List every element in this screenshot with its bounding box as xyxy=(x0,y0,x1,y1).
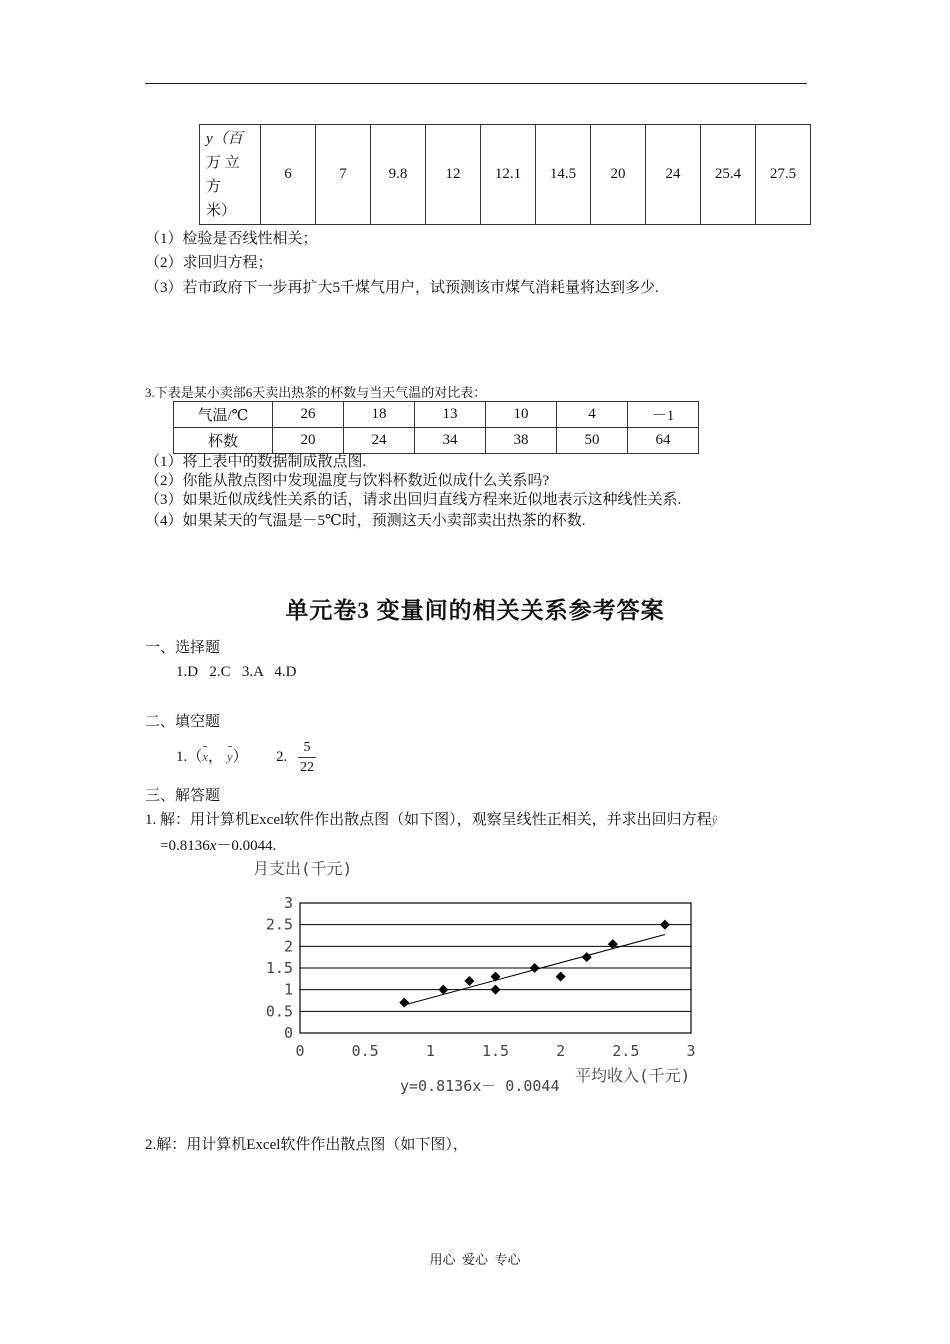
q2-item-1: （1）检验是否线性相关； xyxy=(145,231,318,247)
header-rule xyxy=(145,83,807,84)
solution-1-text: 1. 解：用计算机Excel软件作出散点图（如下图），观察呈线性正相关，并求出回归方程 xyxy=(145,812,712,828)
chart-x-tick-label: 2 xyxy=(556,1042,566,1060)
table-cell: 6 xyxy=(261,125,316,225)
table-cell: 27.5 xyxy=(756,125,811,225)
x-bar-symbol: x xyxy=(202,745,208,769)
table-cell: 25.4 xyxy=(701,125,756,225)
section-heading-fill: 二、填空题 xyxy=(145,714,221,730)
fill1-sep: ， xyxy=(208,749,224,765)
fraction-numerator: 5 xyxy=(303,740,311,755)
table-cell: 12 xyxy=(426,125,481,225)
chart-x-tick-label: 0.5 xyxy=(351,1042,379,1060)
section-heading-solve: 三、解答题 xyxy=(145,788,221,804)
chart-y-tick-label: 0.5 xyxy=(265,1002,293,1021)
table-cell: 12.1 xyxy=(481,125,536,225)
chart-points xyxy=(399,920,670,1008)
chart-y-tick-label: 3 xyxy=(283,894,293,912)
table-cell: －1 xyxy=(628,402,699,428)
page-footer: 用心 爱心 专心 xyxy=(429,1252,521,1267)
equation-part-b: －0.0044. xyxy=(216,838,277,854)
q3-item-2: （2）你能从散点图中发现温度与饮料杯数近似成什么关系吗? xyxy=(145,473,550,489)
data-table-y xyxy=(199,124,811,225)
table-cell: 34 xyxy=(415,428,486,454)
table-cell: 14.5 xyxy=(536,125,591,225)
fraction-5-22 xyxy=(298,738,316,777)
fill2-prefix: 2. xyxy=(276,749,288,765)
chart-point xyxy=(582,952,592,962)
chart-x-tick-label: 1.5 xyxy=(481,1042,510,1060)
table-cell: 38 xyxy=(486,428,557,454)
chart-point xyxy=(556,972,566,982)
chart-gridlines xyxy=(300,903,691,1033)
chart-equation-label: y=0.8136x－ 0.0044 xyxy=(400,1077,560,1095)
q2-item-3: （3）若市政府下一步再扩大5千煤气用户，试预测该市煤气消耗量将达到多少. xyxy=(145,280,659,296)
y-bar-symbol: y xyxy=(227,745,233,769)
table-header-line: 万 立 xyxy=(206,154,240,171)
table-cell: 9.8 xyxy=(371,125,426,225)
chart-point xyxy=(399,998,409,1008)
solution-1-line-1 xyxy=(145,808,717,832)
chart-x-tick-label: 2.5 xyxy=(612,1042,640,1060)
scatter-chart xyxy=(240,850,720,1100)
table-cell: 10 xyxy=(486,402,557,428)
chart-title: 月支出(千元) xyxy=(253,859,353,878)
fill-answer-1 xyxy=(176,745,248,769)
chart-y-tick-label: 1 xyxy=(283,980,293,999)
equation-part-a: =0.8136 xyxy=(160,838,210,854)
chart-x-tick-label: 1 xyxy=(425,1042,435,1060)
section-heading-choice: 一、选择题 xyxy=(145,640,221,656)
chart-point xyxy=(491,985,501,995)
table-cell: 26 xyxy=(273,402,344,428)
chart-point xyxy=(491,972,501,982)
y-hat-symbol: ŷ xyxy=(711,812,718,827)
table-cell: 7 xyxy=(316,125,371,225)
chart-point xyxy=(464,976,474,986)
chart-x-tick-label: 3 xyxy=(686,1042,696,1060)
chart-point xyxy=(660,920,670,930)
chart-y-tick-label: 0 xyxy=(283,1024,293,1042)
table-row xyxy=(174,402,699,428)
table-cell: 24 xyxy=(344,428,415,454)
q3-intro: 3.下表是某小卖部6天卖出热茶的杯数与当天气温的对比表： xyxy=(145,385,487,400)
q3-item-4: （4）如果某天的气温是－5℃时，预测这天小卖部卖出热茶的杯数. xyxy=(145,513,586,529)
equation-variable-x: x xyxy=(209,838,217,854)
chart-x-tick-label: 0 xyxy=(295,1042,305,1060)
table-header-line: 方 xyxy=(206,178,222,195)
table-cell: 18 xyxy=(344,402,415,428)
table-row-label: 气温/℃ xyxy=(174,402,273,428)
q2-item-2: （2）求回归方程； xyxy=(145,255,273,271)
q3-item-1: （1）将上表中的数据制成散点图. xyxy=(145,454,367,470)
table-row-label: 杯数 xyxy=(174,428,273,454)
table-cell: 20 xyxy=(591,125,646,225)
table-cell: 13 xyxy=(415,402,486,428)
table-cell: 24 xyxy=(646,125,701,225)
choice-answers: 1.D 2.C 3.A 4.D xyxy=(176,664,297,680)
data-table-temperature xyxy=(173,401,699,454)
table-cell: 4 xyxy=(557,402,628,428)
q3-item-3: （3）如果近似成线性关系的话，请求出回归直线方程来近似地表示这种线性关系. xyxy=(145,492,682,508)
chart-y-tick-label: 2.5 xyxy=(265,915,293,934)
solution-2-line: 2.解：用计算机Excel软件作出散点图（如下图）， xyxy=(145,1137,468,1153)
fill1-suffix: ） xyxy=(232,749,248,765)
fill1-prefix: 1.（ xyxy=(176,749,203,765)
fraction-denominator: 22 xyxy=(298,757,316,777)
chart-point xyxy=(530,963,540,973)
chart-x-ticks xyxy=(295,1042,695,1060)
table-header-cell xyxy=(200,125,261,225)
table-header-line: y（百 xyxy=(206,130,243,147)
chart-y-tick-label: 2 xyxy=(283,937,293,956)
chart-y-ticks xyxy=(266,894,293,1042)
table-row xyxy=(174,428,699,454)
table-header-line: 米） xyxy=(206,202,237,219)
chart-y-tick-label: 1.5 xyxy=(265,959,293,977)
table-cell: 50 xyxy=(557,428,628,454)
answers-title: 单元卷3 变量间的相关关系参考答案 xyxy=(285,598,665,623)
chart-x-axis-label: 平均收入(千元) xyxy=(575,1066,691,1085)
table-cell: 64 xyxy=(628,428,699,454)
table-row xyxy=(200,125,811,225)
table-cell: 20 xyxy=(273,428,344,454)
